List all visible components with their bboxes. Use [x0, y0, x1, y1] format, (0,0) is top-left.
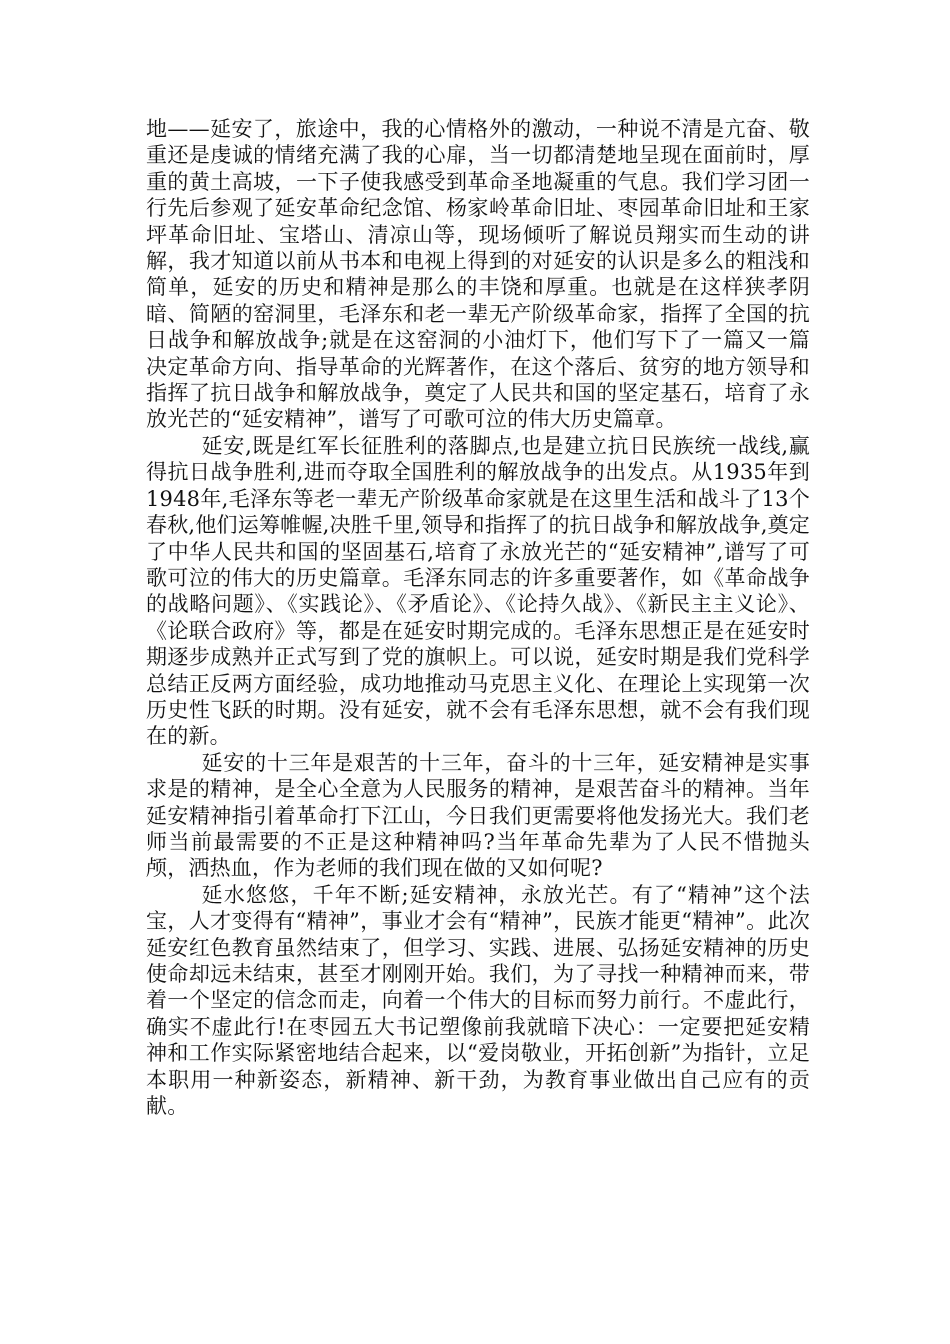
- paragraph-2: 延安,既是红军长征胜利的落脚点,也是建立抗日民族统一战线,赢得抗日战争胜利,进而夺取全国胜利的解放战争的出发点。从1935年到1948年,毛泽东等老一辈无产阶级革命家就是在这里生活和战斗了13个春秋,他们运筹帷幄,决胜千里,领导和指挥了的抗日战争和解放战争,奠定了中华人民共和国的坚固基石,培育了永放光芒的“延安精神”,谱写了可歌可泣的伟大的历史篇章。毛泽东同志的许多重要著作，如《革命战争的战略问题》、《实践论》、《矛盾论》、《论持久战》、《新民主主义论》、《论联合政府》等，都是在延安时期完成的。毛泽东思想正是在延安时期逐步成熟并正式写到了党的旗帜上。可以说，延安时期是我们党科学总结正反两方面经验，成功地推动马克思主义化、在理论上实现第一次历史性飞跃的时期。没有延安，就不会有毛泽东思想，就不会有我们现在的新。: [146, 433, 810, 749]
- paragraph-1: 地——延安了，旅途中，我的心情格外的激动，一种说不清是亢奋、敬重还是虔诚的情绪充满了我的心扉，当一切都清楚地呈现在面前时，厚重的黄土高坡，一下子使我感受到革命圣地凝重的气息。我们学习团一行先后参观了延安革命纪念馆、杨家岭革命旧址、枣园革命旧址和王家坪革命旧址、宝塔山、清凉山等，现场倾听了解说员翔实而生动的讲解，我才知道以前从书本和电视上得到的对延安的认识是多么的粗浅和简单，延安的历史和精神是那么的丰饶和厚重。也就是在这样狭孝阴暗、简陋的窑洞里，毛泽东和老一辈无产阶级革命家，指挥了全国的抗日战争和解放战争;就是在这窑洞的小油灯下，他们写下了一篇又一篇决定革命方向、指导革命的光辉著作，在这个落后、贫穷的地方领导和指挥了抗日战争和解放战争，奠定了人民共和国的坚定基石，培育了永放光芒的“延安精神”，谱写了可歌可泣的伟大历史篇章。: [146, 117, 810, 432]
- paragraph-3: 延安的十三年是艰苦的十三年，奋斗的十三年，延安精神是实事求是的精神，是全心全意为人民服务的精神，是艰苦奋斗的精神。当年延安精神指引着革命打下江山，今日我们更需要将他发扬光大。我们老师当前最需要的不正是这种精神吗?当年革命先辈为了人民不惜抛头颅，洒热血，作为老师的我们现在做的又如何呢?: [146, 750, 810, 881]
- document-body: [146, 116, 810, 1119]
- paragraph-4: 延水悠悠，千年不断;延安精神，永放光芒。有了“精神”这个法宝，人才变得有“精神”，事业才会有“精神”，民族才能更“精神”。此次延安红色教育虽然结束了，但学习、实践、进展、弘扬延安精神的历史使命却远未结束，甚至才刚刚开始。我们，为了寻找一种精神而来，带着一个坚定的信念而走，向着一个伟大的目标而努力前行。不虚此行，确实不虚此行!在枣园五大书记塑像前我就暗下决心：一定要把延安精神和工作实际紧密地结合起来，以“爱岗敬业，开拓创新”为指针，立足本职用一种新姿态，新精神、新干劲，为教育事业做出自己应有的贡献。: [146, 882, 810, 1119]
